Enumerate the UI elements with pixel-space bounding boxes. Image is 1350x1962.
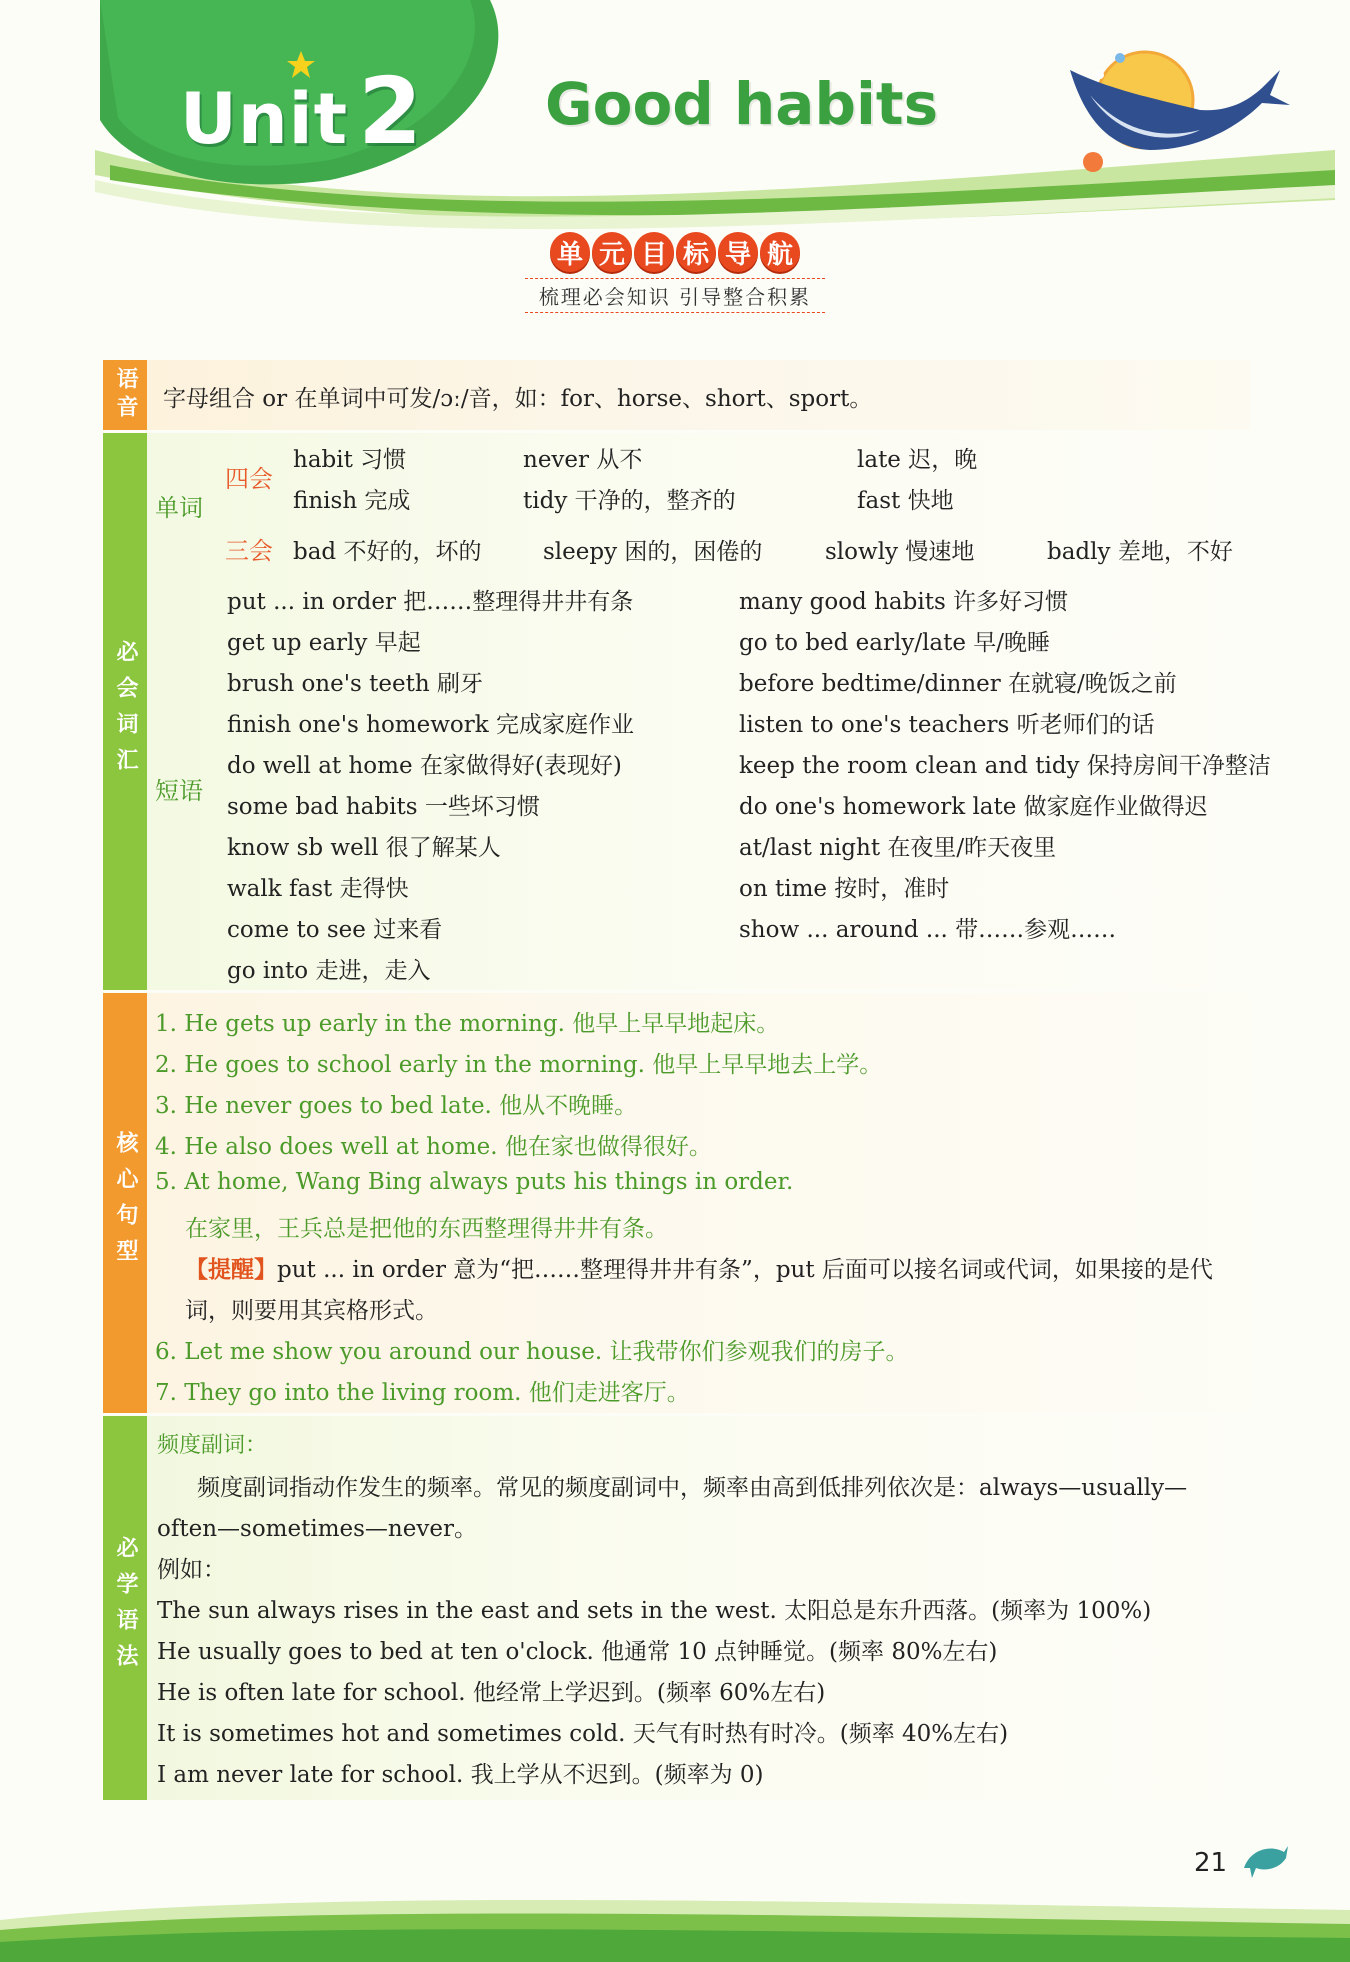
banner-char: 元 bbox=[592, 232, 632, 272]
word-item: habit 习惯 bbox=[293, 447, 407, 473]
word-item: late 迟，晚 bbox=[857, 447, 978, 473]
phrase-item: on time 按时，准时 bbox=[739, 876, 950, 902]
banner-char: 导 bbox=[718, 232, 758, 272]
phrase-item: go to bed early/late 早/晚睡 bbox=[739, 630, 1051, 656]
grammar-section bbox=[103, 1416, 1250, 1800]
phrase-item: keep the room clean and tidy 保持房间干净整洁 bbox=[739, 753, 1271, 779]
example-label: 例如： bbox=[157, 1557, 226, 1583]
footer-wave bbox=[0, 1880, 1350, 1962]
phrase-item: go into 走进，走入 bbox=[227, 958, 431, 984]
word-item: tidy 干净的，整齐的 bbox=[523, 488, 736, 514]
unit-subtitle: Good habits bbox=[545, 70, 939, 138]
page-header bbox=[0, 0, 1350, 230]
three-skills-label: 三会 bbox=[225, 537, 273, 565]
phrase-item: come to see 过来看 bbox=[227, 917, 443, 943]
example-item: He usually goes to bed at ten o'clock. 他通常 10 点钟睡觉。(频率 80%左右) bbox=[157, 1639, 998, 1665]
banner-char: 单 bbox=[550, 232, 590, 272]
phrase-item: before bedtime/dinner 在就寝/晚饭之前 bbox=[739, 671, 1177, 697]
banner-title bbox=[510, 232, 840, 272]
phrase-item: at/last night 在夜里/昨天夜里 bbox=[739, 835, 1057, 861]
example-item: It is sometimes hot and sometimes cold. 天气有时热有时冷。(频率 40%左右) bbox=[157, 1721, 1009, 1747]
word-item: finish 完成 bbox=[293, 488, 411, 514]
phrase-item: show ... around ... 带……参观…… bbox=[739, 917, 1117, 943]
sentence-item: 4. He also does well at home. 他在家也做得很好。 bbox=[155, 1134, 712, 1160]
phrase-item: brush one's teeth 刷牙 bbox=[227, 671, 483, 697]
word-item: bad 不好的，坏的 bbox=[293, 539, 482, 565]
dolphin-icon bbox=[1240, 1838, 1290, 1884]
pronunciation-body bbox=[147, 360, 1250, 430]
section-tab-grammar: 必学语法 bbox=[103, 1416, 147, 1800]
banner-subtitle: 梳理必会知识 引导整合积累 bbox=[525, 278, 825, 313]
phrase-item: know sb well 很了解某人 bbox=[227, 835, 501, 861]
whale-illustration bbox=[1070, 52, 1290, 172]
section-tab-core-sentences: 核心句型 bbox=[103, 993, 147, 1413]
tip-line-2: 词，则要用其宾格形式。 bbox=[185, 1298, 438, 1324]
phrase-item: put ... in order 把……整理得井井有条 bbox=[227, 589, 634, 615]
grammar-paragraph-line: 频度副词指动作发生的频率。常见的频度副词中，频率由高到低排列依次是：always—usually— bbox=[197, 1475, 1188, 1501]
grammar-body bbox=[147, 1416, 1250, 1800]
section-tab-pronunciation: 语音 bbox=[103, 360, 147, 430]
vocabulary-body bbox=[147, 433, 1271, 990]
core-sentences-section bbox=[103, 993, 1250, 1413]
star-icon bbox=[286, 50, 316, 80]
sentence-item: 5. At home, Wang Bing always puts his things in order. bbox=[155, 1169, 794, 1195]
phrases-label: 短语 bbox=[155, 777, 203, 805]
section-tab-vocabulary: 必会词汇 bbox=[103, 433, 147, 990]
banner-char: 航 bbox=[760, 232, 800, 272]
sentence-item: 7. They go into the living room. 他们走进客厅。 bbox=[155, 1380, 690, 1406]
phrase-item: do one's homework late 做家庭作业做得迟 bbox=[739, 794, 1208, 820]
phrase-item: some bad habits 一些坏习惯 bbox=[227, 794, 540, 820]
unit-word: Unit bbox=[180, 78, 349, 160]
example-item: He is often late for school. 他经常上学迟到。(频率 60%左右) bbox=[157, 1680, 826, 1706]
word-item: sleepy 困的，困倦的 bbox=[543, 539, 763, 565]
tip-text: put ... in order 意为“把……整理得井井有条”，put 后面可以接名词或代词，如果接的是代 bbox=[277, 1257, 1213, 1283]
unit-number: 2 bbox=[358, 58, 424, 165]
word-item: never 从不 bbox=[523, 447, 643, 473]
phrase-item: many good habits 许多好习惯 bbox=[739, 589, 1069, 615]
pronunciation-section bbox=[103, 360, 1250, 430]
phrase-item: walk fast 走得快 bbox=[227, 876, 409, 902]
example-item: The sun always rises in the east and sets in the west. 太阳总是东升西落。(频率为 100%) bbox=[157, 1598, 1152, 1624]
banner-char: 标 bbox=[676, 232, 716, 272]
grammar-heading: 频度副词： bbox=[157, 1433, 268, 1458]
example-item: I am never late for school. 我上学从不迟到。(频率为 0) bbox=[157, 1762, 764, 1788]
banner-char: 目 bbox=[634, 232, 674, 272]
sentence-item: 2. He goes to school early in the morning. 他早上早早地去上学。 bbox=[155, 1052, 883, 1078]
word-item: fast 快地 bbox=[857, 488, 954, 514]
word-item: badly 差地，不好 bbox=[1047, 539, 1233, 565]
section-banner bbox=[510, 232, 840, 310]
vocabulary-section bbox=[103, 433, 1271, 990]
tip-label: 【提醒】 bbox=[185, 1256, 277, 1283]
words-label: 单词 bbox=[155, 494, 203, 522]
tip-line bbox=[185, 1251, 1213, 1284]
sentence-item: 3. He never goes to bed late. 他从不晚睡。 bbox=[155, 1093, 638, 1119]
page-number: 21 bbox=[1194, 1848, 1228, 1878]
grammar-paragraph-line: often—sometimes—never。 bbox=[157, 1516, 477, 1542]
sentence-translation: 在家里，王兵总是把他的东西整理得井井有条。 bbox=[185, 1216, 668, 1242]
phrase-item: listen to one's teachers 听老师们的话 bbox=[739, 712, 1155, 738]
four-skills-label: 四会 bbox=[225, 465, 273, 493]
word-item: slowly 慢速地 bbox=[825, 539, 975, 565]
pronunciation-text: 字母组合 or 在单词中可发/ɔː/音，如：for、horse、short、sport。 bbox=[163, 386, 873, 412]
sentence-item: 1. He gets up early in the morning. 他早上早早地起床。 bbox=[155, 1011, 780, 1037]
phrase-item: do well at home 在家做得好(表现好) bbox=[227, 753, 622, 779]
phrase-item: get up early 早起 bbox=[227, 630, 421, 656]
core-sentences-body bbox=[147, 993, 1250, 1413]
phrase-item: finish one's homework 完成家庭作业 bbox=[227, 712, 635, 738]
sentence-item: 6. Let me show you around our house. 让我带你们参观我们的房子。 bbox=[155, 1339, 909, 1365]
